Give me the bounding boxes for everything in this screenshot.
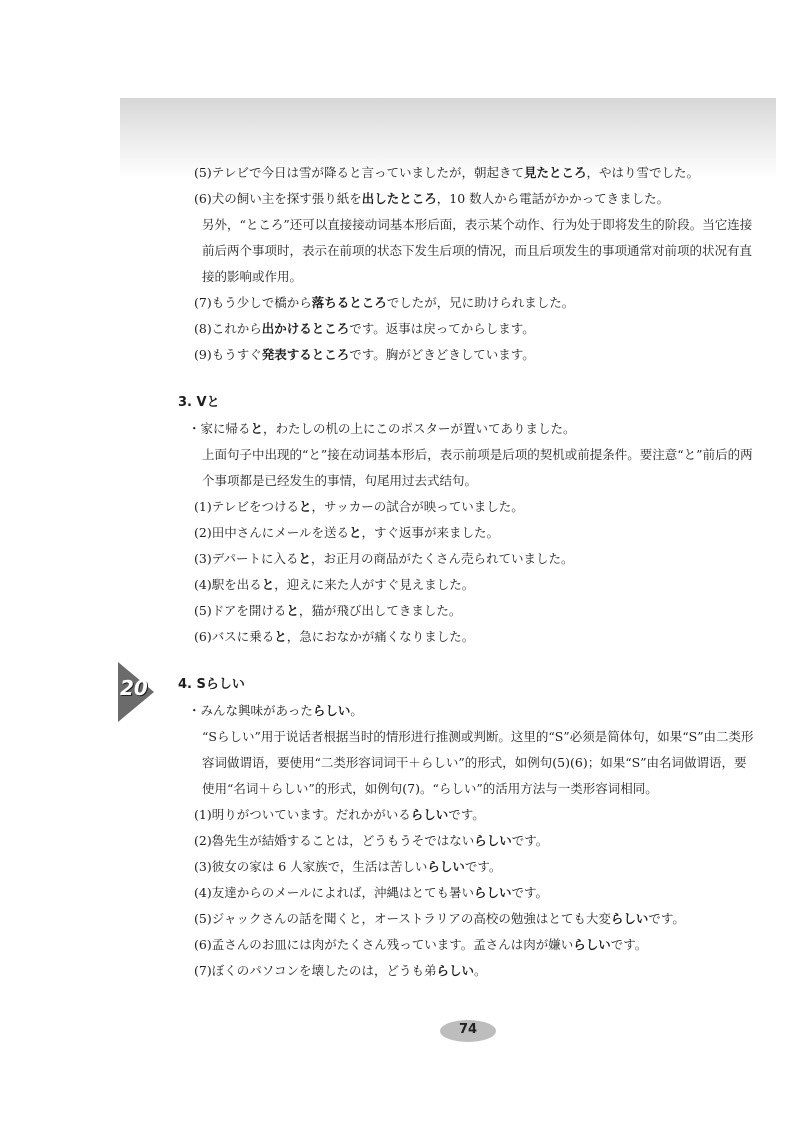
example-line: (1)テレビをつけると，サッカーの試合が映っていました。	[194, 499, 524, 514]
example-line: (6)犬の飼い主を探す張り紙を出したところ，10 数人から電話がかかってきました。	[194, 191, 670, 206]
example-line: (8)これから出かけるところです。返事は戻ってからします。	[194, 321, 535, 336]
example-line: (2)魯先生が結婚することは，どうもうそではないらしいです。	[194, 833, 549, 848]
example-line: (7)ぼくのパソコンを壊したのは，どうも弟らしい。	[194, 963, 487, 978]
example-line: (5)ドアを開けると，猫が飛び出してきました。	[194, 603, 462, 618]
example-line: (6)バスに乗ると，急におなかが痛くなりました。	[194, 629, 475, 644]
example-line: (5)テレビで今日は雪が降ると言っていましたが，朝起きて見たところ，やはり雪でした。	[194, 165, 700, 180]
example-line: (6)孟さんのお皿には肉がたくさん残っています。孟さんは肉が嫌いらしいです。	[194, 937, 648, 952]
page-content	[178, 160, 758, 984]
example-line: (1)明りがついています。だれかがいるらしいです。	[194, 807, 485, 822]
example-line: (3)彼女の家は 6 人家族で，生活は苦しいらしいです。	[194, 859, 502, 874]
example-line: (3)デパートに入ると，お正月の商品がたくさん売られていました。	[194, 551, 574, 566]
example-line: (7)もう少しで橋から落ちるところでしたが，兄に助けられました。	[194, 295, 575, 310]
section-4-title: 4. Sらしい	[178, 677, 245, 692]
section-4-explanation: “Sらしい”用于说话者根据当时的情形进行推测或判断。这里的“S”必须是简体句，如果“S”由二类形容词做谓语，要使用“二类形容词词干＋らしい”的形式，如例句(5)(6)；如果“S”由名词做谓语，要使用“名词＋らしい”的形式，如例句(7)。“らしい”的活用方法与一类形容词相同。	[202, 729, 754, 796]
chapter-number: 20	[120, 676, 148, 700]
section-3-pattern: ・家に帰ると，わたしの机の上にこのポスターが置いてありました。	[188, 421, 576, 436]
example-line: (4)友達からのメールによれば，沖縄はとても暑いらしいです。	[194, 885, 549, 900]
tokoro-explanation: 另外，“ところ”还可以直接接动词基本形后面，表示某个动作、行为处于即将发生的阶段。当它连接前后两个事项时，表示在前项的状态下发生后项的情况，而且后项发生的事项通常对前项的状况有直接的影响或作用。	[202, 217, 753, 284]
page-number: 74	[458, 1022, 478, 1037]
example-line: (4)駅を出ると，迎えに来た人がすぐ見えました。	[194, 577, 475, 592]
section-4-pattern: ・みんな興味があったらしい。	[188, 703, 363, 718]
section-3-title: 3. Vと	[178, 395, 220, 410]
example-line: (9)もうすぐ発表するところです。胸がどきどきしています。	[194, 347, 535, 362]
example-line: (2)田中さんにメールを送ると，すぐ返事が来ました。	[194, 525, 500, 540]
section-3-explanation: 上面句子中出现的“と”接在动词基本形后，表示前项是后项的契机或前提条件。要注意“と”前后的两个事项都是已经发生的事情，句尾用过去式结句。	[202, 447, 753, 488]
example-line: (5)ジャックさんの話を聞くと，オーストラリアの高校の勉強はとても大変らしいです。	[194, 911, 685, 926]
